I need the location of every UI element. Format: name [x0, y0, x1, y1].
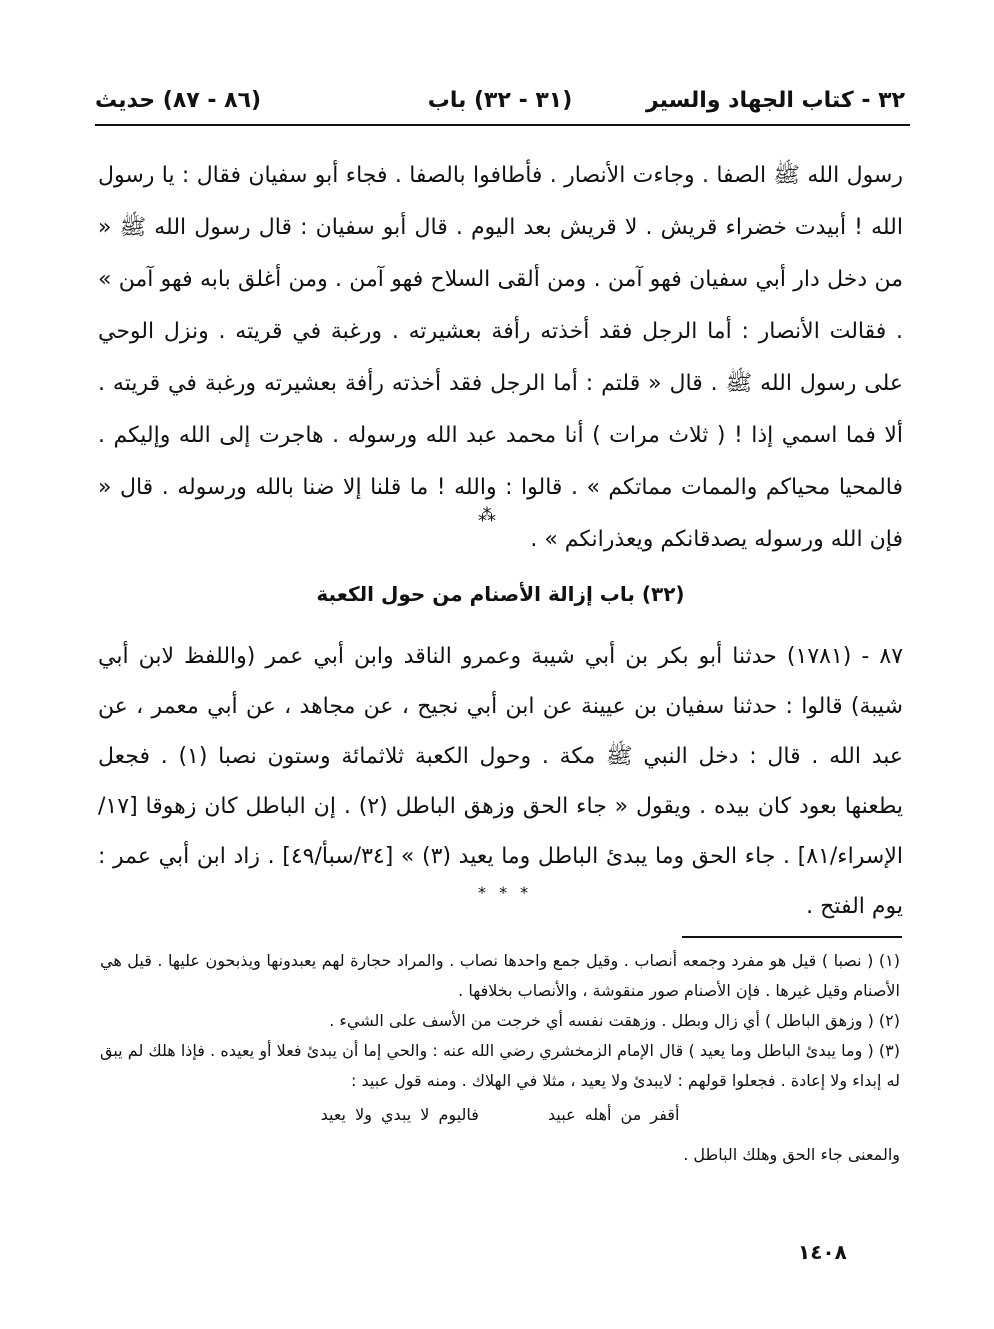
running-header — [95, 88, 905, 124]
chapter-title: (٣٢) باب إزالة الأصنام من حول الكعبة — [316, 582, 685, 606]
footnote-3: (٣) ( وما يبدئ الباطل وما يعيد ) قال الإمام الزمخشري رضي الله عنه : والحي إما أن يبدئ فعلا أو يعيده . فإذا هلك لم يبق له إبداء ولا إعادة . فجعلوا قولهم : لايبدئ ولا يعيد ، مثلا في الهلاك . ومنه قول عبيد : — [100, 1041, 900, 1090]
hadith-86-text: رسول الله ﷺ الصفا . وجاءت الأنصار . فأطافوا بالصفا . فجاء أبو سفيان فقال : يا رسول الله ! أبيدت خضراء قريش . لا قريش بعد اليوم . قال أبو سفيان : قال رسول الله ﷺ « من دخل دار أبي سفيان فهو آمن . ومن ألقى السلاح فهو آمن . ومن أغلق بابه فهو آمن » . فقالت الأنصار : أما الرجل فقد أخذته رأفة بعشيرته . ورغبة في قريته . ونزل الوحي على رسول الله ﷺ . قال « قلتم : أما الرجل فقد أخذته رأفة بعشيرته ورغبة في قريته . ألا فما اسمي إذا ! ( ثلاث مرات ) أنا محمد عبد الله ورسوله . هاجرت إلى الله وإليكم . فالمحيا محياكم والممات مماتكم » . قالوا : والله ! ما قلنا إلا ضنا بالله ورسوله . قال « فإن الله ورسوله يصدقانكم ويعذرانكم » . — [98, 163, 903, 552]
section-end-stars: * * * — [478, 883, 533, 902]
hadith-86-continuation — [98, 150, 903, 566]
page-number: ١٤٠٨ — [798, 1240, 847, 1264]
header-book-title: ٣٢ - كتاب الجهاد والسير — [645, 88, 905, 113]
header-hadith-range: (٨٦ - ٨٧) حديث — [95, 88, 262, 113]
header-chapter-range: (٣١ - ٣٢) باب — [427, 88, 573, 113]
poetry-verse — [100, 1100, 900, 1130]
footnote-rule — [682, 936, 902, 938]
verse-hemistich-left: فاليوم لا يبدي ولا يعيد — [320, 1105, 479, 1124]
section-ornament: ⁂ — [478, 505, 498, 526]
hadith-87-text: ٨٧ - (١٧٨١) حدثنا أبو بكر بن أبي شيبة وعمرو الناقد وابن أبي عمر (واللفظ لابن أبي شيبة) قالوا : حدثنا سفيان بن عيينة عن ابن أبي نجيح ، عن مجاهد ، عن أبي معمر ، عن عبد الله . قال : دخل النبي ﷺ مكة . وحول الكعبة ثلاثمائة وستون نصبا (١) . فجعل يطعنها بعود كان بيده . ويقول « جاء الحق وزهق الباطل (٢) . إن الباطل كان زهوقا [١٧/الإسراء/٨١] . جاء الحق وما يبدئ الباطل وما يعيد (٣) » [٣٤/سبأ/٤٩] . زاد ابن أبي عمر : يوم الفتح . — [98, 644, 904, 919]
footnotes — [100, 946, 900, 1170]
footnote-2: (٢) ( وزهق الباطل ) أي زال وبطل . وزهقت نفسه أي خرجت من الأسف على الشيء . — [329, 1011, 900, 1030]
header-rule — [95, 124, 910, 126]
footnote-1: (١) ( نصبا ) قيل هو مفرد وجمعه أنصاب . وقيل جمع واحدها نصاب . والمراد حجارة لهم يعبدونها ويذبحون عليها . قيل هي الأصنام وقيل غيرها . فإن الأصنام صور منقوشة ، والأنصاب بخلافها . — [100, 951, 900, 1000]
verse-hemistich-right: أقفر من أهله عبيد — [548, 1105, 680, 1124]
footnote-3-conclusion: والمعنى جاء الحق وهلك الباطل . — [683, 1145, 900, 1164]
